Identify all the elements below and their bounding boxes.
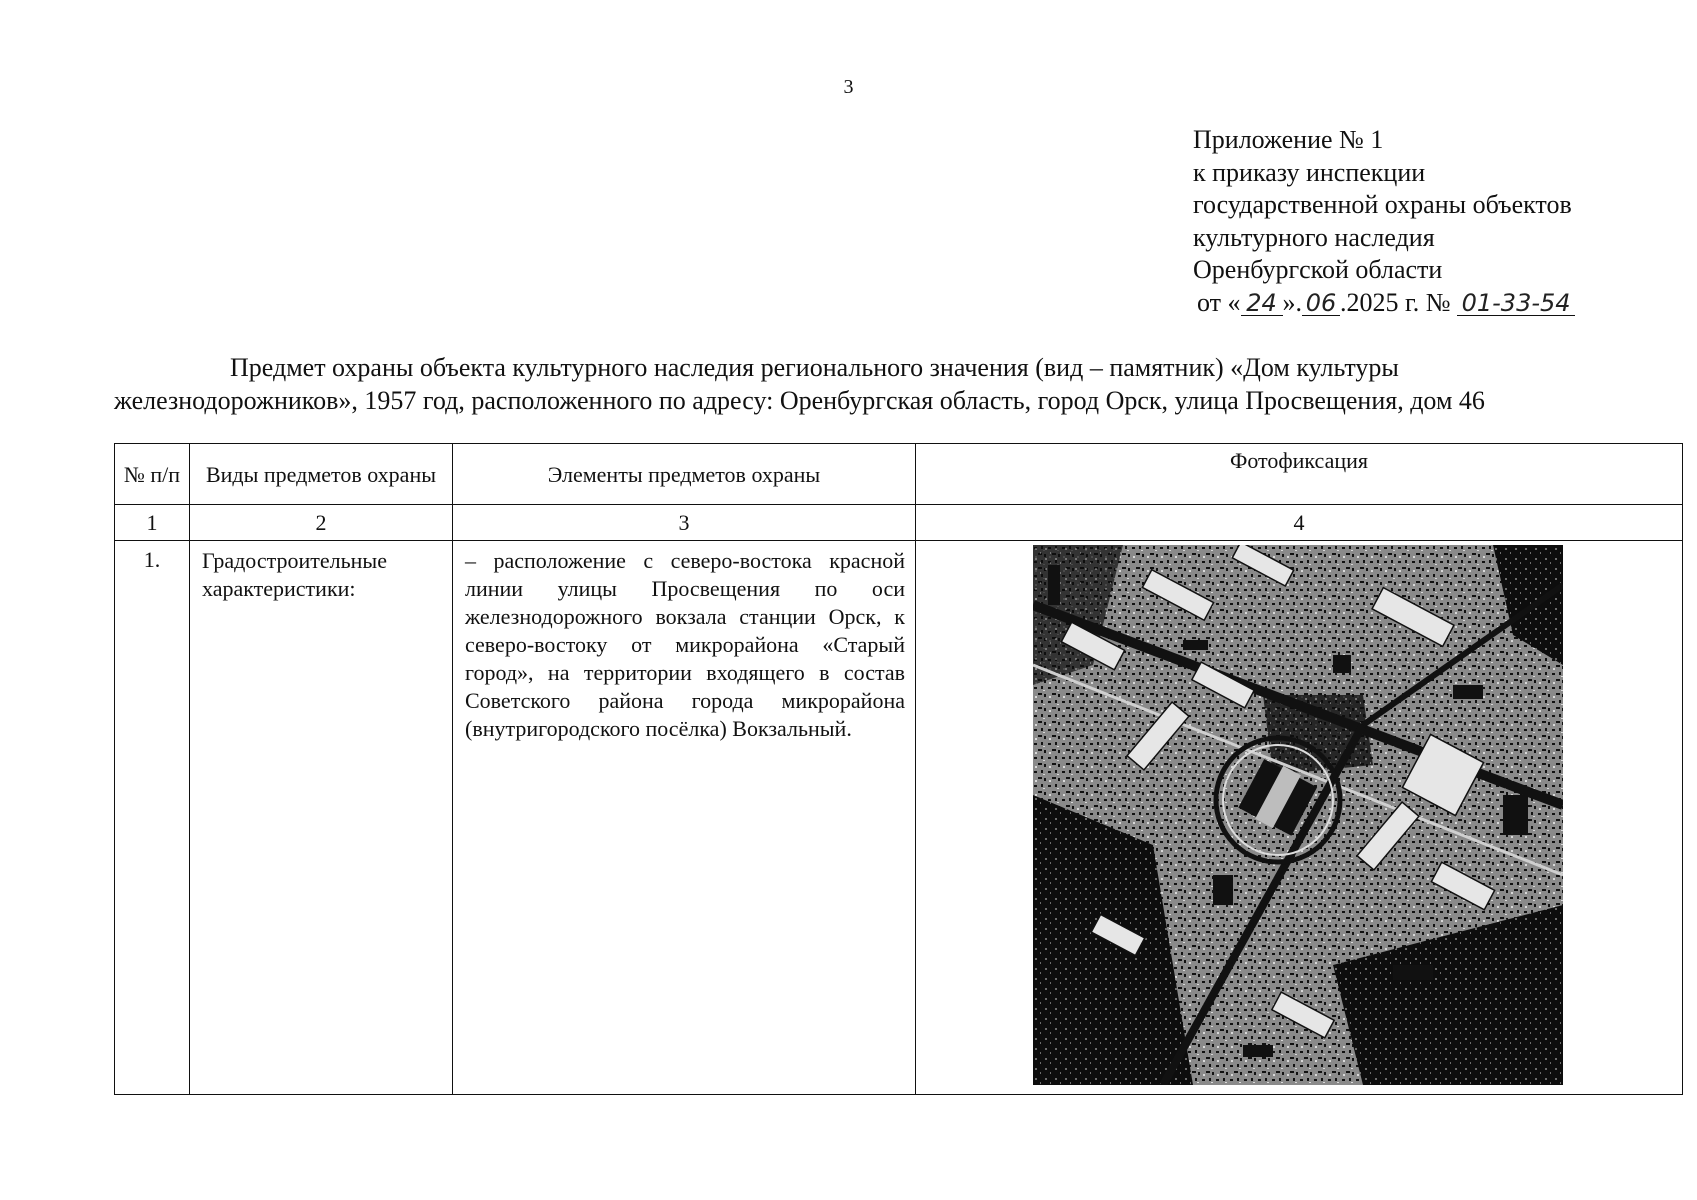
appendix-block	[1193, 124, 1575, 319]
page-number: 3	[843, 76, 854, 98]
document-title	[114, 352, 1634, 417]
appendix-line-5: Оренбургской области	[1193, 255, 1443, 284]
handwritten-order-number: 01-33-54	[1457, 291, 1575, 316]
column-number-row	[115, 505, 1683, 541]
column-number-2: 2	[190, 505, 453, 541]
column-number-1: 1	[115, 505, 190, 541]
header-elements: Элементы предметов охраны	[453, 444, 916, 505]
protection-subject-table	[114, 443, 1683, 1095]
column-number-4: 4	[916, 505, 1683, 541]
handwritten-month: 06	[1302, 291, 1340, 316]
date-prefix: от «	[1197, 287, 1241, 317]
date-separator: ».	[1282, 287, 1303, 317]
row-photo-cell	[916, 541, 1683, 1095]
header-num: № п/п	[115, 444, 190, 505]
row-number: 1.	[115, 541, 190, 1095]
appendix-date-line	[1197, 287, 1575, 320]
row-protection-type: Градостроительные характеристики:	[190, 541, 453, 1095]
handwritten-day: 24	[1241, 291, 1283, 316]
appendix-line-2: к приказу инспекции	[1193, 157, 1426, 187]
table-header-row	[115, 444, 1683, 505]
date-year: .2025 г. №	[1340, 287, 1451, 317]
aerial-photo-image	[1033, 545, 1563, 1085]
column-number-3: 3	[453, 505, 916, 541]
row-protection-elements: – расположение с северо-востока красной линии улицы Просвещения по оси железнодорожного вокзала станции Орск, к северо-востоку от микрорайона «Старый город», на территории входящего в состав Советского района города микрорайона (внутригородского посёлка) Вокзальный.	[453, 541, 916, 1095]
appendix-line-3: государственной охраны объектов	[1193, 190, 1572, 219]
title-line-2: железнодорожников», 1957 год, расположенного по адресу: Оренбургская область, город Орск, улица Просвещения, дом 46	[114, 385, 1485, 415]
header-photo: Фотофиксация	[916, 444, 1683, 505]
header-type: Виды предметов охраны	[190, 444, 453, 505]
table-row	[115, 541, 1683, 1095]
appendix-line-1: Приложение № 1	[1193, 125, 1384, 154]
title-line-1: Предмет охраны объекта культурного наследия регионального значения (вид – памятник) «Дом культуры	[230, 353, 1399, 382]
appendix-line-4: культурного наследия	[1193, 222, 1435, 252]
aerial-photo-svg	[1033, 545, 1563, 1085]
